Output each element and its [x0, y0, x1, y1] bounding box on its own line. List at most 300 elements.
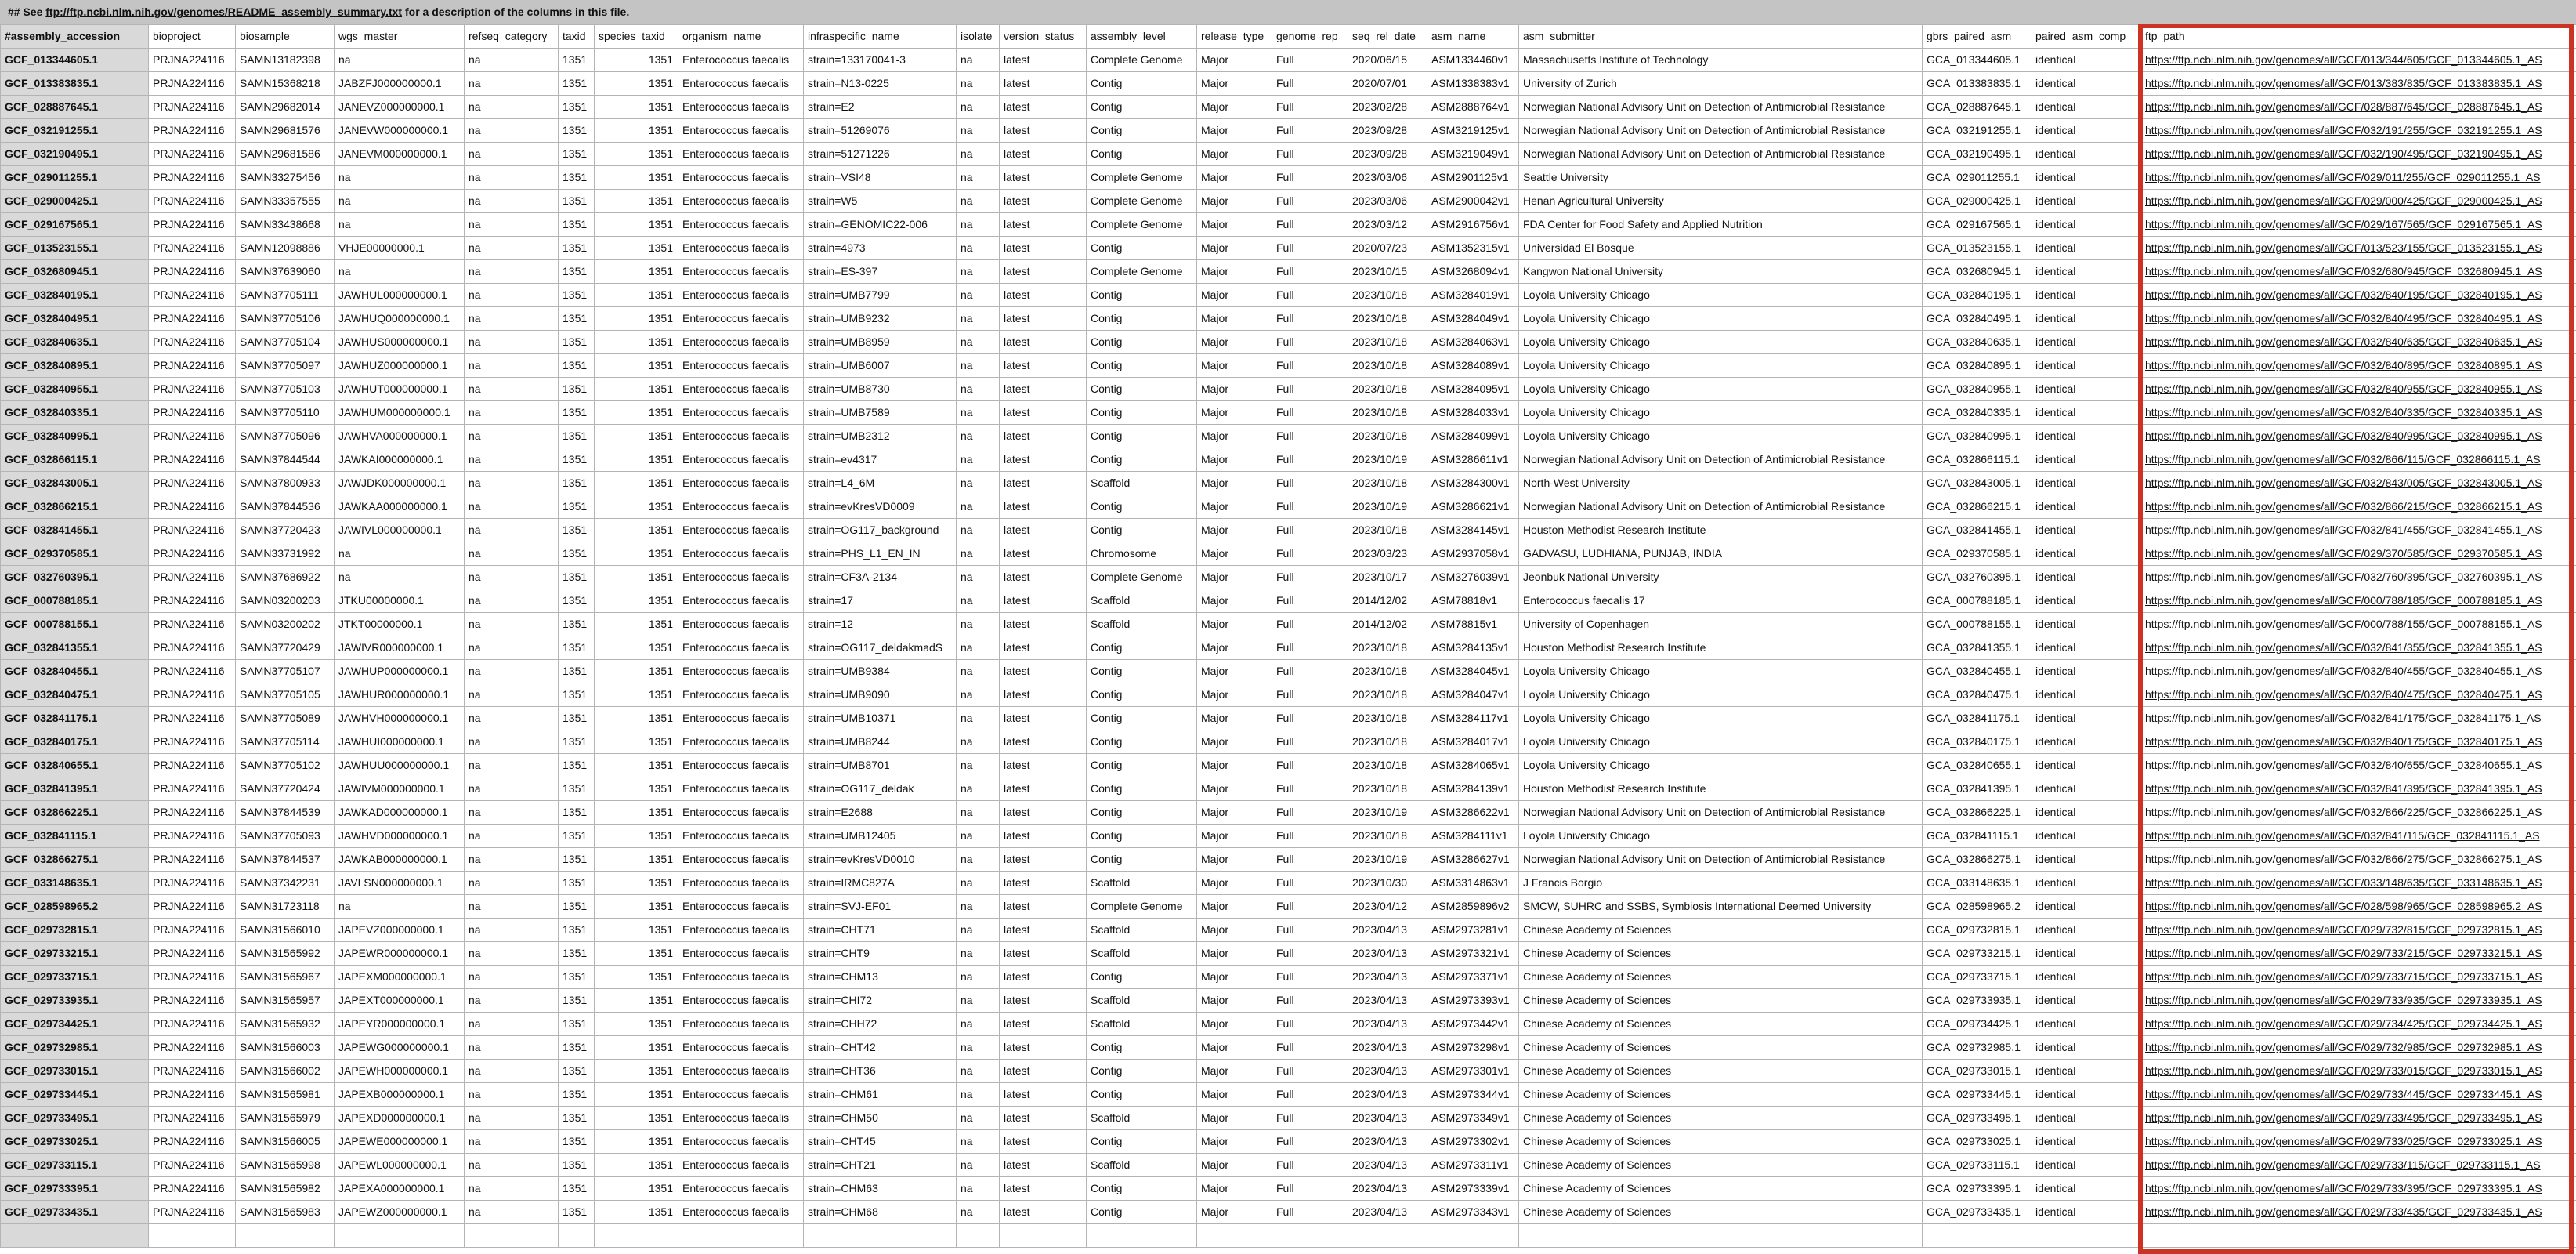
cell-release-type: Major: [1197, 801, 1272, 825]
cell-bioproject: PRJNA224116: [149, 730, 236, 754]
cell-refseq-category: na: [465, 754, 559, 777]
ftp-path-link[interactable]: https://ftp.ncbi.nlm.nih.gov/genomes/all/GCF/013/523/155/GCF_013523155.1_AS: [2141, 237, 2576, 260]
table-row: [1, 636, 2576, 660]
cell-isolate: na: [957, 378, 1000, 401]
cell-asm-submitter: Chinese Academy of Sciences: [1519, 1036, 1923, 1060]
ftp-path-link[interactable]: https://ftp.ncbi.nlm.nih.gov/genomes/all/GCF/032/866/225/GCF_032866225.1_AS: [2141, 801, 2576, 825]
ftp-path-link[interactable]: https://ftp.ncbi.nlm.nih.gov/genomes/all/GCF/029/734/425/GCF_029734425.1_AS: [2141, 1013, 2576, 1036]
cell-infraspecific-name: strain=OG117_background: [804, 519, 957, 542]
ftp-path-link[interactable]: https://ftp.ncbi.nlm.nih.gov/genomes/all/GCF/032/760/395/GCF_032760395.1_AS: [2141, 566, 2576, 589]
column-header-biosample[interactable]: biosample: [236, 25, 335, 49]
cell-gbrs-paired-asm: GCA_032841175.1: [1923, 707, 2031, 730]
column-header-gbrs-paired-asm[interactable]: gbrs_paired_asm: [1923, 25, 2031, 49]
ftp-path-link[interactable]: https://ftp.ncbi.nlm.nih.gov/genomes/all/GCF/032/840/335/GCF_032840335.1_AS: [2141, 401, 2576, 425]
cell-asm-submitter: Henan Agricultural University: [1519, 190, 1923, 213]
ftp-path-link[interactable]: https://ftp.ncbi.nlm.nih.gov/genomes/all/GCF/029/733/445/GCF_029733445.1_AS: [2141, 1083, 2576, 1107]
cell-genome-rep: Full: [1272, 1107, 1348, 1130]
cell-species-taxid: 1351: [595, 777, 678, 801]
cell-bioproject: PRJNA224116: [149, 1083, 236, 1107]
cell-refseq-category: na: [465, 848, 559, 872]
cell-bioproject: PRJNA224116: [149, 401, 236, 425]
cell-release-type: Major: [1197, 166, 1272, 190]
cell-asm-name: ASM3284095v1: [1427, 378, 1519, 401]
ftp-path-link[interactable]: https://ftp.ncbi.nlm.nih.gov/genomes/all/GCF/000/788/185/GCF_000788185.1_AS: [2141, 589, 2576, 613]
cell-taxid: 1351: [559, 1036, 595, 1060]
cell-bioproject: [149, 1224, 236, 1248]
cell-gbrs-paired-asm: GCA_033148635.1: [1923, 872, 2031, 895]
cell-assembly-level: Contig: [1087, 96, 1197, 119]
cell-wgs-master: JABZFJ000000000.1: [335, 72, 465, 96]
cell-asm-name: ASM3284045v1: [1427, 660, 1519, 683]
cell-bioproject: PRJNA224116: [149, 119, 236, 143]
column-header-ftp-path[interactable]: ftp_path: [2141, 25, 2576, 49]
cell-genome-rep: Full: [1272, 660, 1348, 683]
cell-release-type: Major: [1197, 683, 1272, 707]
cell-refseq-category: na: [465, 425, 559, 448]
cell-infraspecific-name: strain=CHM68: [804, 1201, 957, 1224]
cell-release-type: Major: [1197, 1177, 1272, 1201]
cell-gbrs-paired-asm: GCA_032840175.1: [1923, 730, 2031, 754]
cell-gbrs-paired-asm: GCA_028887645.1: [1923, 96, 2031, 119]
cell-biosample: SAMN31723118: [236, 895, 335, 919]
cell-release-type: Major: [1197, 1107, 1272, 1130]
cell-asm-name: ASM2973302v1: [1427, 1130, 1519, 1154]
cell-wgs-master: JAWHVA000000000.1: [335, 425, 465, 448]
cell-asm-name: ASM2859896v2: [1427, 895, 1519, 919]
cell-asm-submitter: Loyola University Chicago: [1519, 730, 1923, 754]
cell-refseq-category: na: [465, 942, 559, 966]
cell-biosample: SAMN31565992: [236, 942, 335, 966]
cell-species-taxid: 1351: [595, 495, 678, 519]
cell-paired-asm-comp: identical: [2031, 848, 2141, 872]
cell-assembly-accession: GCF_029734425.1: [1, 1013, 149, 1036]
cell-taxid: 1351: [559, 401, 595, 425]
ftp-path-link[interactable]: https://ftp.ncbi.nlm.nih.gov/genomes/all/GCF/029/733/495/GCF_029733495.1_AS: [2141, 1107, 2576, 1130]
cell-assembly-accession: GCF_029733025.1: [1, 1130, 149, 1154]
cell-asm-name: ASM2937058v1: [1427, 542, 1519, 566]
ftp-path-link[interactable]: https://ftp.ncbi.nlm.nih.gov/genomes/all/GCF/032/840/995/GCF_032840995.1_AS: [2141, 425, 2576, 448]
cell-bioproject: PRJNA224116: [149, 1107, 236, 1130]
ftp-path-link[interactable]: https://ftp.ncbi.nlm.nih.gov/genomes/all/GCF/029/733/395/GCF_029733395.1_AS: [2141, 1177, 2576, 1201]
cell-isolate: na: [957, 1107, 1000, 1130]
cell-taxid: 1351: [559, 1130, 595, 1154]
cell-version-status: latest: [1000, 166, 1087, 190]
cell-assembly-level: Contig: [1087, 119, 1197, 143]
cell-assembly-level: Contig: [1087, 307, 1197, 331]
ftp-path-link[interactable]: https://ftp.ncbi.nlm.nih.gov/genomes/all/GCF/029/733/435/GCF_029733435.1_AS: [2141, 1201, 2576, 1224]
table-row: [1, 237, 2576, 260]
cell-seq-rel-date: 2023/10/18: [1348, 472, 1427, 495]
cell-assembly-accession: GCF_029370585.1: [1, 542, 149, 566]
cell-release-type: Major: [1197, 401, 1272, 425]
cell-biosample: SAMN37705097: [236, 354, 335, 378]
cell-refseq-category: na: [465, 519, 559, 542]
cell-asm-name: ASM3286627v1: [1427, 848, 1519, 872]
cell-isolate: na: [957, 472, 1000, 495]
cell-bioproject: PRJNA224116: [149, 989, 236, 1013]
cell-release-type: Major: [1197, 143, 1272, 166]
cell-version-status: latest: [1000, 49, 1087, 72]
cell-taxid: 1351: [559, 730, 595, 754]
cell-bioproject: PRJNA224116: [149, 166, 236, 190]
cell-biosample: SAMN33731992: [236, 542, 335, 566]
cell-seq-rel-date: 2023/10/18: [1348, 519, 1427, 542]
cell-assembly-accession: GCF_013523155.1: [1, 237, 149, 260]
cell-infraspecific-name: strain=CHI72: [804, 989, 957, 1013]
cell-release-type: Major: [1197, 730, 1272, 754]
cell-wgs-master: na: [335, 213, 465, 237]
cell-genome-rep: [1272, 1224, 1348, 1248]
cell-bioproject: PRJNA224116: [149, 895, 236, 919]
ftp-path-link[interactable]: https://ftp.ncbi.nlm.nih.gov/genomes/all/GCF/028/887/645/GCF_028887645.1_AS: [2141, 96, 2576, 119]
table-row: [1, 166, 2576, 190]
cell-infraspecific-name: strain=UMB10371: [804, 707, 957, 730]
cell-release-type: Major: [1197, 566, 1272, 589]
cell-gbrs-paired-asm: GCA_029000425.1: [1923, 190, 2031, 213]
cell-genome-rep: Full: [1272, 825, 1348, 848]
cell-paired-asm-comp: identical: [2031, 1154, 2141, 1177]
cell-assembly-level: Contig: [1087, 1083, 1197, 1107]
file-comment-row: [0, 0, 2576, 24]
cell-wgs-master: na: [335, 566, 465, 589]
cell-assembly-level: Contig: [1087, 1130, 1197, 1154]
cell-wgs-master: JAPEWE000000000.1: [335, 1130, 465, 1154]
cell-refseq-category: na: [465, 143, 559, 166]
cell-infraspecific-name: strain=GENOMIC22-006: [804, 213, 957, 237]
cell-organism-name: Enterococcus faecalis: [678, 96, 804, 119]
cell-taxid: 1351: [559, 848, 595, 872]
column-header-taxid[interactable]: taxid: [559, 25, 595, 49]
cell-taxid: 1351: [559, 942, 595, 966]
ftp-path-link[interactable]: https://ftp.ncbi.nlm.nih.gov/genomes/all/GCF/029/000/425/GCF_029000425.1_AS: [2141, 190, 2576, 213]
ftp-path-link[interactable]: https://ftp.ncbi.nlm.nih.gov/genomes/all/GCF/000/788/155/GCF_000788155.1_AS: [2141, 613, 2576, 636]
cell-gbrs-paired-asm: GCA_029733445.1: [1923, 1083, 2031, 1107]
ftp-path-link[interactable]: https://ftp.ncbi.nlm.nih.gov/genomes/all/GCF/029/733/215/GCF_029733215.1_AS: [2141, 942, 2576, 966]
cell-refseq-category: na: [465, 96, 559, 119]
cell-release-type: Major: [1197, 96, 1272, 119]
column-header-isolate[interactable]: isolate: [957, 25, 1000, 49]
cell-biosample: SAMN37844536: [236, 495, 335, 519]
cell-seq-rel-date: 2023/03/12: [1348, 213, 1427, 237]
cell-version-status: latest: [1000, 989, 1087, 1013]
cell-seq-rel-date: 2023/04/13: [1348, 1201, 1427, 1224]
cell-biosample: SAMN31565979: [236, 1107, 335, 1130]
cell-version-status: latest: [1000, 472, 1087, 495]
cell-gbrs-paired-asm: GCA_032840995.1: [1923, 425, 2031, 448]
cell-genome-rep: Full: [1272, 613, 1348, 636]
cell-organism-name: Enterococcus faecalis: [678, 1177, 804, 1201]
cell-taxid: 1351: [559, 425, 595, 448]
cell-asm-name: ASM3286622v1: [1427, 801, 1519, 825]
cell-gbrs-paired-asm: GCA_032680945.1: [1923, 260, 2031, 284]
ftp-path-link[interactable]: https://ftp.ncbi.nlm.nih.gov/genomes/all/GCF/029/732/815/GCF_029732815.1_AS: [2141, 919, 2576, 942]
column-header-assembly-accession[interactable]: #assembly_accession: [1, 25, 149, 49]
ftp-path-link[interactable]: https://ftp.ncbi.nlm.nih.gov/genomes/all/GCF/032/840/175/GCF_032840175.1_AS: [2141, 730, 2576, 754]
cell-gbrs-paired-asm: GCA_029167565.1: [1923, 213, 2031, 237]
cell-assembly-level: Scaffold: [1087, 872, 1197, 895]
cell-biosample: SAMN15368218: [236, 72, 335, 96]
cell-release-type: Major: [1197, 660, 1272, 683]
cell-seq-rel-date: [1348, 1224, 1427, 1248]
cell-asm-name: ASM2973442v1: [1427, 1013, 1519, 1036]
cell-seq-rel-date: 2023/10/18: [1348, 730, 1427, 754]
cell-genome-rep: Full: [1272, 190, 1348, 213]
column-header-seq-rel-date[interactable]: seq_rel_date: [1348, 25, 1427, 49]
cell-taxid: 1351: [559, 707, 595, 730]
cell-asm-submitter: Loyola University Chicago: [1519, 425, 1923, 448]
cell-release-type: Major: [1197, 636, 1272, 660]
ftp-path-link[interactable]: https://ftp.ncbi.nlm.nih.gov/genomes/all/GCF/029/733/025/GCF_029733025.1_AS: [2141, 1130, 2576, 1154]
cell-assembly-accession: GCF_013344605.1: [1, 49, 149, 72]
cell-infraspecific-name: strain=CHT36: [804, 1060, 957, 1083]
column-header-release-type[interactable]: release_type: [1197, 25, 1272, 49]
cell-seq-rel-date: 2023/10/19: [1348, 448, 1427, 472]
column-header-bioproject[interactable]: bioproject: [149, 25, 236, 49]
cell-genome-rep: Full: [1272, 589, 1348, 613]
ftp-path-link[interactable]: https://ftp.ncbi.nlm.nih.gov/genomes/all/GCF/032/840/635/GCF_032840635.1_AS: [2141, 331, 2576, 354]
ftp-path-link[interactable]: https://ftp.ncbi.nlm.nih.gov/genomes/all/GCF/029/733/715/GCF_029733715.1_AS: [2141, 966, 2576, 989]
cell-gbrs-paired-asm: GCA_029733715.1: [1923, 966, 2031, 989]
cell-genome-rep: Full: [1272, 1036, 1348, 1060]
cell-infraspecific-name: strain=UMB9384: [804, 660, 957, 683]
cell-asm-name: ASM78815v1: [1427, 613, 1519, 636]
cell-isolate: na: [957, 284, 1000, 307]
cell-biosample: SAMN37720424: [236, 777, 335, 801]
cell-asm-submitter: Norwegian National Advisory Unit on Detection of Antimicrobial Resistance: [1519, 448, 1923, 472]
cell-wgs-master: [335, 1224, 465, 1248]
cell-seq-rel-date: 2023/10/18: [1348, 636, 1427, 660]
cell-assembly-accession: GCF_029732815.1: [1, 919, 149, 942]
ftp-path-link[interactable]: https://ftp.ncbi.nlm.nih.gov/genomes/all/GCF/029/732/985/GCF_029732985.1_AS: [2141, 1036, 2576, 1060]
cell-species-taxid: [595, 1224, 678, 1248]
cell-seq-rel-date: 2023/10/18: [1348, 284, 1427, 307]
cell-organism-name: Enterococcus faecalis: [678, 848, 804, 872]
cell-refseq-category: na: [465, 190, 559, 213]
cell-seq-rel-date: 2023/04/13: [1348, 919, 1427, 942]
cell-infraspecific-name: strain=SVJ-EF01: [804, 895, 957, 919]
header-row: [1, 25, 2576, 49]
cell-asm-name: ASM2973281v1: [1427, 919, 1519, 942]
ftp-path-link[interactable]: https://ftp.ncbi.nlm.nih.gov/genomes/all/GCF/032/841/115/GCF_032841115.1_AS: [2141, 825, 2576, 848]
cell-wgs-master: JAWKAB000000000.1: [335, 848, 465, 872]
cell-biosample: SAMN37844539: [236, 801, 335, 825]
cell-wgs-master: JAWHUR000000000.1: [335, 683, 465, 707]
ftp-path-link[interactable]: https://ftp.ncbi.nlm.nih.gov/genomes/all/GCF/032/840/475/GCF_032840475.1_AS: [2141, 683, 2576, 707]
ftp-path-link[interactable]: https://ftp.ncbi.nlm.nih.gov/genomes/all/GCF/032/680/945/GCF_032680945.1_AS: [2141, 260, 2576, 284]
cell-bioproject: PRJNA224116: [149, 307, 236, 331]
cell-isolate: na: [957, 895, 1000, 919]
cell-infraspecific-name: strain=ES-397: [804, 260, 957, 284]
column-header-asm-name[interactable]: asm_name: [1427, 25, 1519, 49]
ftp-path-link[interactable]: https://ftp.ncbi.nlm.nih.gov/genomes/all/GCF/032/843/005/GCF_032843005.1_AS: [2141, 472, 2576, 495]
cell-species-taxid: 1351: [595, 801, 678, 825]
cell-release-type: Major: [1197, 895, 1272, 919]
cell-gbrs-paired-asm: GCA_029734425.1: [1923, 1013, 2031, 1036]
cell-biosample: SAMN37705106: [236, 307, 335, 331]
ftp-path-link[interactable]: https://ftp.ncbi.nlm.nih.gov/genomes/all/GCF/032/190/495/GCF_032190495.1_AS: [2141, 143, 2576, 166]
cell-wgs-master: JAPEWG000000000.1: [335, 1036, 465, 1060]
cell-assembly-accession: GCF_032843005.1: [1, 472, 149, 495]
ftp-path-link[interactable]: https://ftp.ncbi.nlm.nih.gov/genomes/all/GCF/032/840/455/GCF_032840455.1_AS: [2141, 660, 2576, 683]
cell-asm-name: ASM3284063v1: [1427, 331, 1519, 354]
cell-genome-rep: Full: [1272, 777, 1348, 801]
cell-species-taxid: 1351: [595, 613, 678, 636]
cell-bioproject: PRJNA224116: [149, 919, 236, 942]
cell-genome-rep: Full: [1272, 1013, 1348, 1036]
column-header-wgs-master[interactable]: wgs_master: [335, 25, 465, 49]
cell-gbrs-paired-asm: GCA_029733395.1: [1923, 1177, 2031, 1201]
cell-assembly-level: Contig: [1087, 237, 1197, 260]
ftp-path-link[interactable]: https://ftp.ncbi.nlm.nih.gov/genomes/all/GCF/032/841/175/GCF_032841175.1_AS: [2141, 707, 2576, 730]
cell-refseq-category: na: [465, 1130, 559, 1154]
cell-wgs-master: JAPEXD000000000.1: [335, 1107, 465, 1130]
cell-taxid: 1351: [559, 872, 595, 895]
ftp-path-link[interactable]: https://ftp.ncbi.nlm.nih.gov/genomes/all/GCF/029/733/115/GCF_029733115.1_AS: [2141, 1154, 2576, 1177]
readme-link[interactable]: ftp://ftp.ncbi.nlm.nih.gov/genomes/README_assembly_summary.txt: [45, 5, 402, 18]
table-row: [1, 1013, 2576, 1036]
cell-asm-submitter: Norwegian National Advisory Unit on Detection of Antimicrobial Resistance: [1519, 96, 1923, 119]
cell-genome-rep: Full: [1272, 472, 1348, 495]
ftp-path-link[interactable]: https://ftp.ncbi.nlm.nih.gov/genomes/all/GCF/013/344/605/GCF_013344605.1_AS: [2141, 49, 2576, 72]
table-row: [1, 660, 2576, 683]
cell-asm-name: ASM3284135v1: [1427, 636, 1519, 660]
cell-paired-asm-comp: identical: [2031, 1013, 2141, 1036]
cell-species-taxid: 1351: [595, 284, 678, 307]
cell-biosample: SAMN31565983: [236, 1201, 335, 1224]
cell-version-status: latest: [1000, 683, 1087, 707]
cell-asm-name: ASM3284111v1: [1427, 825, 1519, 848]
column-header-assembly-level[interactable]: assembly_level: [1087, 25, 1197, 49]
ftp-path-link[interactable]: https://ftp.ncbi.nlm.nih.gov/genomes/all/GCF/029/167/565/GCF_029167565.1_AS: [2141, 213, 2576, 237]
ftp-path-link[interactable]: https://ftp.ncbi.nlm.nih.gov/genomes/all/GCF/032/840/655/GCF_032840655.1_AS: [2141, 754, 2576, 777]
cell-taxid: 1351: [559, 143, 595, 166]
table-row: [1, 683, 2576, 707]
cell-isolate: na: [957, 1130, 1000, 1154]
cell-taxid: 1351: [559, 331, 595, 354]
table-row: [1, 1130, 2576, 1154]
cell-gbrs-paired-asm: GCA_032841115.1: [1923, 825, 2031, 848]
cell-bioproject: PRJNA224116: [149, 331, 236, 354]
cell-infraspecific-name: strain=PHS_L1_EN_IN: [804, 542, 957, 566]
cell-paired-asm-comp: identical: [2031, 683, 2141, 707]
ftp-path-link[interactable]: https://ftp.ncbi.nlm.nih.gov/genomes/all/GCF/032/840/955/GCF_032840955.1_AS: [2141, 378, 2576, 401]
ftp-path-link[interactable]: https://ftp.ncbi.nlm.nih.gov/genomes/all/GCF/032/840/195/GCF_032840195.1_AS: [2141, 284, 2576, 307]
cell-seq-rel-date: 2023/04/13: [1348, 1013, 1427, 1036]
cell-species-taxid: 1351: [595, 354, 678, 378]
cell-refseq-category: na: [465, 49, 559, 72]
column-header-version-status[interactable]: version_status: [1000, 25, 1087, 49]
ftp-path-link[interactable]: https://ftp.ncbi.nlm.nih.gov/genomes/all/GCF/032/841/395/GCF_032841395.1_AS: [2141, 777, 2576, 801]
cell-paired-asm-comp: identical: [2031, 119, 2141, 143]
cell-refseq-category: na: [465, 872, 559, 895]
ftp-path-link[interactable]: https://ftp.ncbi.nlm.nih.gov/genomes/all/GCF/032/840/895/GCF_032840895.1_AS: [2141, 354, 2576, 378]
table-row: [1, 707, 2576, 730]
cell-version-status: latest: [1000, 96, 1087, 119]
cell-wgs-master: JAWIVL000000000.1: [335, 519, 465, 542]
cell-paired-asm-comp: identical: [2031, 589, 2141, 613]
cell-assembly-level: Contig: [1087, 825, 1197, 848]
cell-release-type: Major: [1197, 1083, 1272, 1107]
column-header-infraspecific-name[interactable]: infraspecific_name: [804, 25, 957, 49]
cell-assembly-accession: GCF_029733715.1: [1, 966, 149, 989]
cell-wgs-master: JAWIVM000000000.1: [335, 777, 465, 801]
cell-assembly-accession: GCF_029733495.1: [1, 1107, 149, 1130]
cell-gbrs-paired-asm: GCA_029732815.1: [1923, 919, 2031, 942]
cell-refseq-category: na: [465, 660, 559, 683]
cell-release-type: Major: [1197, 707, 1272, 730]
cell-assembly-level: Contig: [1087, 495, 1197, 519]
cell-infraspecific-name: strain=E2688: [804, 801, 957, 825]
column-header-genome-rep[interactable]: genome_rep: [1272, 25, 1348, 49]
cell-release-type: Major: [1197, 378, 1272, 401]
cell-seq-rel-date: 2023/04/13: [1348, 1177, 1427, 1201]
cell-gbrs-paired-asm: GCA_032840895.1: [1923, 354, 2031, 378]
table-row: [1, 143, 2576, 166]
ftp-path-link[interactable]: https://ftp.ncbi.nlm.nih.gov/genomes/all/GCF/029/011/255/GCF_029011255.1_AS: [2141, 166, 2576, 190]
ftp-path-link[interactable]: https://ftp.ncbi.nlm.nih.gov/genomes/all/GCF/029/733/015/GCF_029733015.1_AS: [2141, 1060, 2576, 1083]
cell-assembly-accession: GCF_028598965.2: [1, 895, 149, 919]
table-row: [1, 472, 2576, 495]
ftp-path-link[interactable]: https://ftp.ncbi.nlm.nih.gov/genomes/all/GCF/032/191/255/GCF_032191255.1_AS: [2141, 119, 2576, 143]
ftp-path-link[interactable]: https://ftp.ncbi.nlm.nih.gov/genomes/all/GCF/032/866/215/GCF_032866215.1_AS: [2141, 495, 2576, 519]
cell-asm-name: ASM1338383v1: [1427, 72, 1519, 96]
ftp-path-link[interactable]: https://ftp.ncbi.nlm.nih.gov/genomes/all/GCF/032/866/275/GCF_032866275.1_AS: [2141, 848, 2576, 872]
cell-assembly-accession: GCF_029167565.1: [1, 213, 149, 237]
cell-version-status: latest: [1000, 895, 1087, 919]
cell-release-type: Major: [1197, 1060, 1272, 1083]
cell-seq-rel-date: 2023/04/13: [1348, 1130, 1427, 1154]
cell-wgs-master: na: [335, 542, 465, 566]
cell-organism-name: Enterococcus faecalis: [678, 1013, 804, 1036]
cell-paired-asm-comp: identical: [2031, 378, 2141, 401]
cell-wgs-master: JANEVZ000000000.1: [335, 96, 465, 119]
column-header-paired-asm-comp[interactable]: paired_asm_comp: [2031, 25, 2141, 49]
cell-species-taxid: 1351: [595, 1177, 678, 1201]
cell-species-taxid: 1351: [595, 825, 678, 848]
ftp-path-link[interactable]: https://ftp.ncbi.nlm.nih.gov/genomes/all/GCF/028/598/965/GCF_028598965.2_AS: [2141, 895, 2576, 919]
cell-isolate: na: [957, 354, 1000, 378]
cell-organism-name: Enterococcus faecalis: [678, 190, 804, 213]
cell-wgs-master: JAPEWR000000000.1: [335, 942, 465, 966]
ftp-path-link[interactable]: https://ftp.ncbi.nlm.nih.gov/genomes/all/GCF/033/148/635/GCF_033148635.1_AS: [2141, 872, 2576, 895]
cell-species-taxid: 1351: [595, 1060, 678, 1083]
cell-refseq-category: na: [465, 730, 559, 754]
cell-infraspecific-name: strain=UMB8701: [804, 754, 957, 777]
cell-assembly-accession: GCF_029733445.1: [1, 1083, 149, 1107]
ftp-path-link[interactable]: https://ftp.ncbi.nlm.nih.gov/genomes/all/GCF/032/866/115/GCF_032866115.1_AS: [2141, 448, 2576, 472]
cell-wgs-master: JAPEWH000000000.1: [335, 1060, 465, 1083]
ftp-path-link[interactable]: https://ftp.ncbi.nlm.nih.gov/genomes/all/GCF/032/841/455/GCF_032841455.1_AS: [2141, 519, 2576, 542]
column-header-refseq-category[interactable]: refseq_category: [465, 25, 559, 49]
cell-gbrs-paired-asm: GCA_032191255.1: [1923, 119, 2031, 143]
cell-seq-rel-date: 2023/10/18: [1348, 683, 1427, 707]
column-header-asm-submitter[interactable]: asm_submitter: [1519, 25, 1923, 49]
table-row: [1, 213, 2576, 237]
cell-infraspecific-name: strain=evKresVD0010: [804, 848, 957, 872]
cell-gbrs-paired-asm: GCA_000788155.1: [1923, 613, 2031, 636]
cell-version-status: latest: [1000, 425, 1087, 448]
ftp-path-link[interactable]: https://ftp.ncbi.nlm.nih.gov/genomes/all/GCF/032/840/495/GCF_032840495.1_AS: [2141, 307, 2576, 331]
cell-assembly-accession: GCF_029733435.1: [1, 1201, 149, 1224]
column-header-organism-name[interactable]: organism_name: [678, 25, 804, 49]
cell-assembly-accession: GCF_032866115.1: [1, 448, 149, 472]
ftp-path-link[interactable]: https://ftp.ncbi.nlm.nih.gov/genomes/all/GCF/029/370/585/GCF_029370585.1_AS: [2141, 542, 2576, 566]
ftp-path-link[interactable]: https://ftp.ncbi.nlm.nih.gov/genomes/all/GCF/029/733/935/GCF_029733935.1_AS: [2141, 989, 2576, 1013]
column-header-species-taxid[interactable]: species_taxid: [595, 25, 678, 49]
ftp-path-link[interactable]: https://ftp.ncbi.nlm.nih.gov/genomes/all/GCF/013/383/835/GCF_013383835.1_AS: [2141, 72, 2576, 96]
table-row: [1, 448, 2576, 472]
ftp-path-link[interactable]: https://ftp.ncbi.nlm.nih.gov/genomes/all/GCF/032/841/355/GCF_032841355.1_AS: [2141, 636, 2576, 660]
